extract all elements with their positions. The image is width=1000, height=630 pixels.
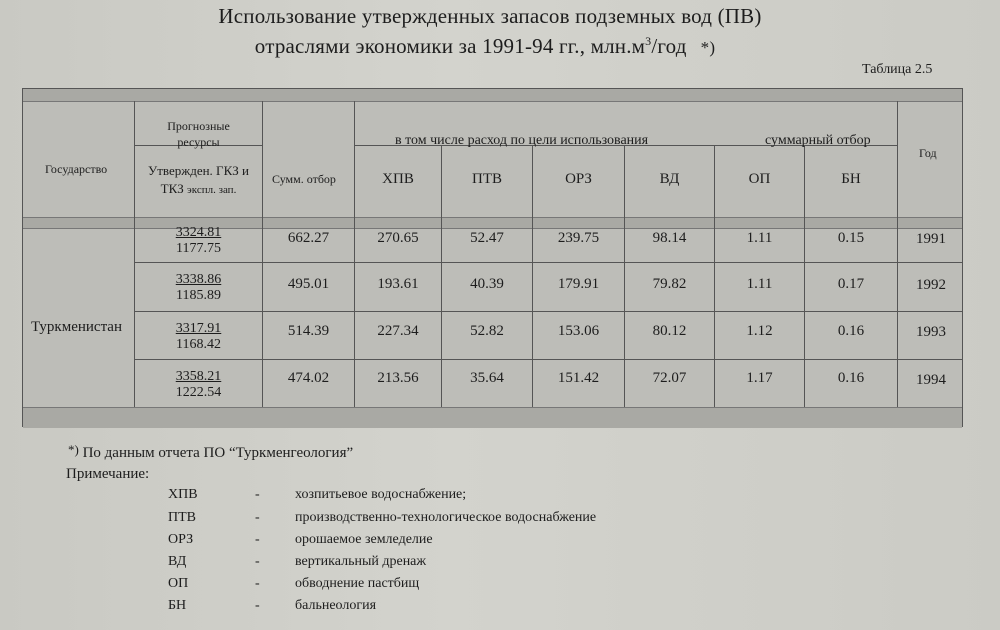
footnote-text: По данным отчета ПО “Туркменгеология” <box>82 445 354 461</box>
op-value: 1.11 <box>746 230 773 246</box>
header-approved-line2 <box>135 181 262 197</box>
op-value: 1.12 <box>746 323 773 339</box>
orz-value: 239.75 <box>557 230 600 246</box>
total-value: 662.27 <box>287 230 330 246</box>
header-group-total: суммарный отбор <box>765 133 871 148</box>
header-total: Сумм. отбор <box>272 172 336 186</box>
data-table <box>22 88 963 427</box>
table-row-1992-resources <box>135 272 262 304</box>
note-label: Примечание: <box>66 466 150 482</box>
year-value: 1993 <box>916 324 946 340</box>
vd-value: 98.14 <box>652 230 687 246</box>
hpv-value: 227.34 <box>377 323 419 339</box>
abbreviation-dash: - <box>255 532 260 547</box>
approved-value: 1168.42 <box>176 337 221 352</box>
footnote-marker: *) <box>68 442 79 457</box>
header-approved-tkz: ТКЗ <box>160 181 184 196</box>
abbreviation: ОП <box>168 576 189 591</box>
abbreviation: ОРЗ <box>168 532 194 547</box>
vd-value: 79.82 <box>652 276 687 292</box>
hpv-value: 270.65 <box>377 230 419 246</box>
table-row-1993-resources <box>135 321 262 353</box>
title-line-2-tail: /год <box>651 34 687 58</box>
footnote <box>68 442 353 462</box>
header-year: Год <box>919 146 937 160</box>
forecast-value: 3338.86 <box>175 272 222 287</box>
year-value: 1991 <box>916 231 946 247</box>
total-value: 514.39 <box>287 323 330 339</box>
abbreviation-description: обводнение пастбищ <box>295 576 420 591</box>
abbreviation-dash: - <box>255 554 260 569</box>
abbreviation-description: бальнеология <box>295 598 377 613</box>
ptv-value: 35.64 <box>470 370 504 386</box>
ptv-value: 40.39 <box>470 276 504 292</box>
approved-value: 1177.75 <box>176 241 221 256</box>
orz-value: 179.91 <box>557 276 600 292</box>
abbreviation-dash: - <box>255 510 260 525</box>
forecast-value: 3358.21 <box>175 369 222 384</box>
abbreviation: БН <box>168 598 187 613</box>
table-bottom-band <box>23 407 962 428</box>
header-hpv: ХПВ <box>382 171 414 187</box>
op-value: 1.11 <box>746 276 773 292</box>
abbreviation-description: производственно-технологическое водоснабжение <box>295 510 597 525</box>
abbreviation-description: вертикальный дренаж <box>295 554 427 569</box>
header-bn: БН <box>841 171 861 187</box>
bn-value: 0.17 <box>837 276 865 292</box>
header-approved-line1: Утвержден. ГКЗ и <box>148 163 249 178</box>
ptv-value: 52.82 <box>470 323 504 339</box>
year-value: 1994 <box>916 372 946 388</box>
header-op: ОП <box>748 171 771 187</box>
op-value: 1.17 <box>746 370 773 386</box>
state-name: Туркменистан <box>31 319 122 335</box>
total-value: 495.01 <box>287 276 330 292</box>
approved-value: 1222.54 <box>175 385 222 400</box>
orz-value: 151.42 <box>557 370 600 386</box>
hpv-value: 213.56 <box>377 370 419 386</box>
header-forecast-line2: ресурсы <box>177 135 220 149</box>
abbreviation: ПТВ <box>168 510 196 525</box>
title-footnote-marker: *) <box>700 38 716 57</box>
approved-value: 1185.89 <box>176 288 221 303</box>
vd-value: 72.07 <box>652 370 687 386</box>
bn-value: 0.16 <box>837 370 865 386</box>
header-approved-expl: экспл. зап. <box>187 184 237 196</box>
vd-value: 80.12 <box>652 323 687 339</box>
header-vd: ВД <box>659 171 680 187</box>
forecast-value: 3324.81 <box>175 225 222 240</box>
forecast-value: 3317.91 <box>175 321 222 336</box>
header-state: Государство <box>45 162 108 176</box>
hpv-value: 193.61 <box>377 276 419 292</box>
header-orz: ОРЗ <box>565 171 592 187</box>
orz-value: 153.06 <box>557 323 600 339</box>
total-value: 474.02 <box>287 370 330 386</box>
abbreviation-dash: - <box>255 576 260 591</box>
ptv-value: 52.47 <box>470 230 504 246</box>
header-forecast-line1: Прогнозные <box>167 119 230 133</box>
bn-value: 0.16 <box>837 323 865 339</box>
table-label: Таблица 2.5 <box>862 62 933 77</box>
year-value: 1992 <box>916 277 946 293</box>
title-line-1: Использование утвержденных запасов подземных вод (ПВ) <box>218 4 762 28</box>
abbreviation-description: хозпитьевое водоснабжение; <box>295 487 467 502</box>
title-line-2 <box>0 34 985 59</box>
abbreviation: ХПВ <box>168 487 198 502</box>
title-line-2-main: отраслями экономики за 1991-94 гг., млн.м <box>254 34 646 58</box>
table-top-band <box>23 89 962 102</box>
abbreviation-dash: - <box>255 487 260 502</box>
header-group: в том числе расход по цели использования <box>395 133 649 148</box>
table-row-1991-resources <box>135 225 262 257</box>
title-superscript: 3 <box>645 34 652 48</box>
abbreviation: ВД <box>168 554 187 569</box>
abbreviation-description: орошаемое земледелие <box>295 532 433 547</box>
table-row-1994-resources <box>135 369 262 401</box>
abbreviation-dash: - <box>255 598 260 613</box>
bn-value: 0.15 <box>837 230 865 246</box>
header-ptv: ПТВ <box>472 171 502 187</box>
